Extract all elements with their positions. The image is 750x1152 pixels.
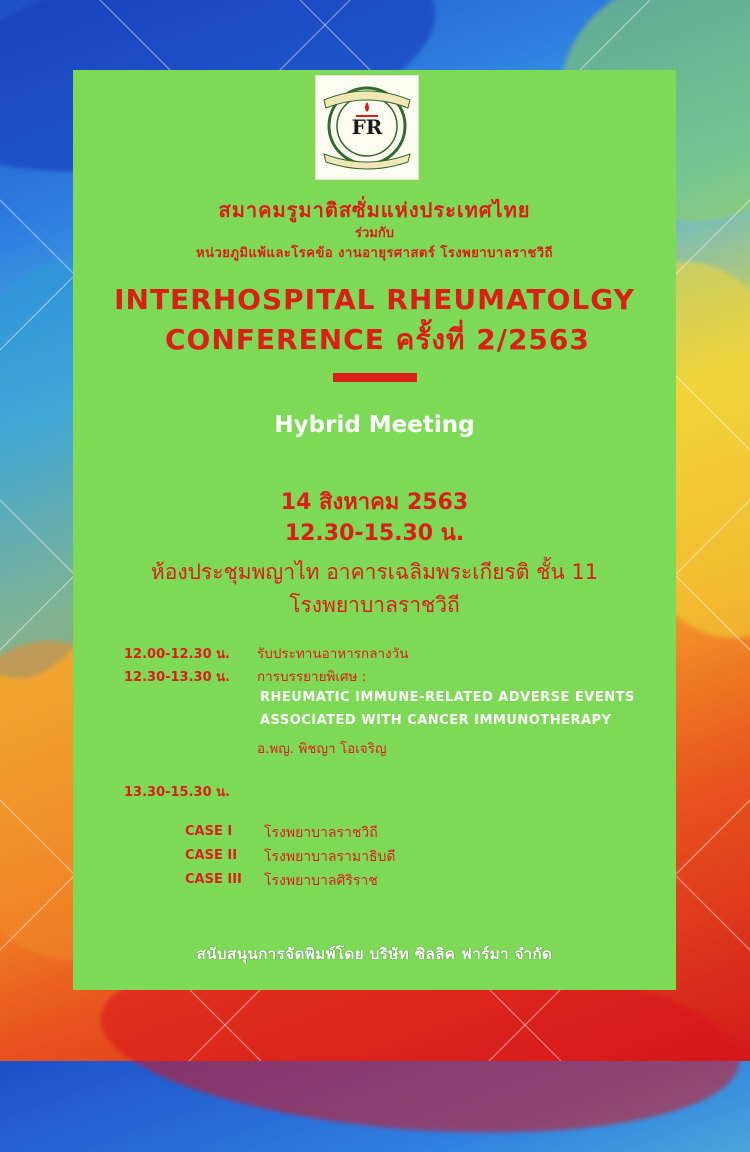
with-label: ร่วมกับ	[355, 226, 394, 241]
lecture-title-line2: ASSOCIATED WITH CANCER IMMUNOTHERAPY	[260, 713, 612, 728]
meeting-room: ห้องประชุมพญาไท อาคารเฉลิมพระเกียรติ ชั้น 11	[150, 560, 599, 584]
schedule-text: รับประทานอาหารกลางวัน	[257, 646, 409, 662]
case-label: CASE I	[185, 824, 233, 839]
case-hospital: โรงพยาบาลรามาธิบดี	[264, 849, 396, 865]
case-hospital: โรงพยาบาลราชวิถี	[264, 825, 378, 841]
meeting-type: Hybrid Meeting	[274, 412, 475, 438]
conference-title-line1: INTERHOSPITAL RHEUMATOLGY	[114, 283, 635, 316]
svg-text:FR: FR	[351, 115, 383, 139]
case-hospital: โรงพยาบาลศิริราช	[264, 873, 378, 889]
lecture-title-line1: RHEUMATIC IMMUNE-RELATED ADVERSE EVENTS	[260, 690, 635, 705]
rheumatism-seal-icon	[316, 76, 418, 179]
host-unit: หน่วยภูมิแพ้และโรคข้อ งานอายุรศาสตร์ โรงพยาบาลราชวิถี	[196, 246, 553, 261]
schedule-time: 12.00-12.30 น.	[124, 647, 230, 662]
association-logo	[315, 75, 419, 180]
conference-title-line2: CONFERENCE ครั้งที่ 2/2563	[165, 323, 590, 356]
case-label: CASE III	[185, 872, 242, 887]
meeting-time: 12.30-15.30 น.	[284, 521, 465, 546]
meeting-date: 14 สิงหาคม 2563	[280, 490, 469, 515]
lecture-speaker: อ.พญ. พิชญา โอเจริญ	[257, 741, 387, 757]
divider-bar	[333, 373, 417, 382]
organization-name: สมาคมรูมาติสซั่มแห่งประเทศไทย	[218, 198, 531, 222]
schedule-text: การบรรยายพิเศษ :	[257, 669, 367, 685]
schedule-time: 13.30-15.30 น.	[124, 785, 230, 800]
meeting-hospital: โรงพยาบาลราชวิถี	[289, 593, 460, 617]
sponsor-credit: สนับสนุนการจัดพิมพ์โดย บริษัท ซิลลิค ฟาร์มา จำกัด	[196, 945, 553, 963]
schedule-time: 12.30-13.30 น.	[124, 670, 230, 685]
case-label: CASE II	[185, 848, 238, 863]
